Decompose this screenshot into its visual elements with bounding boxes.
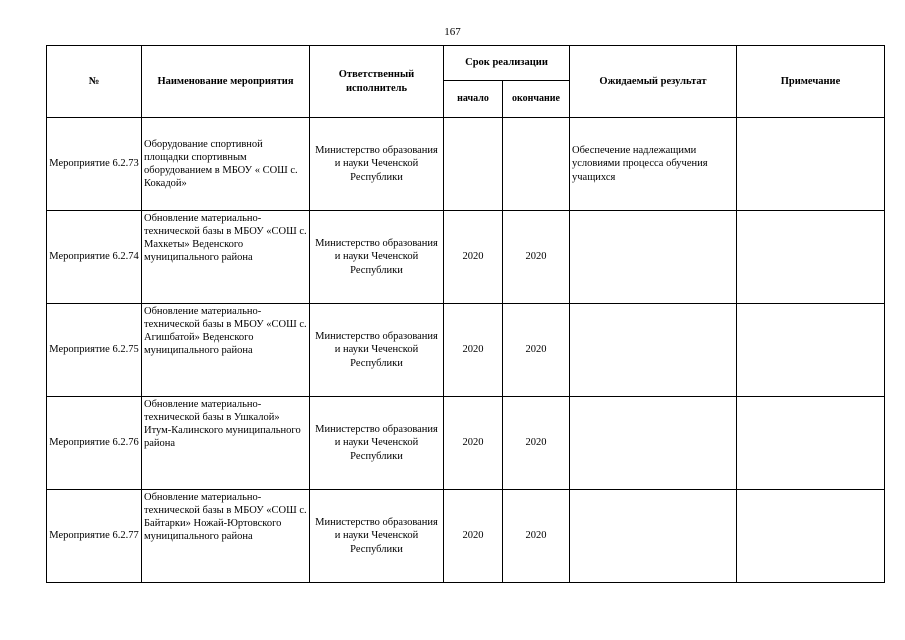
cell-executor: Министерство образования и науки Чеченской Республики bbox=[310, 118, 444, 211]
cell-name: Обновление материально-технической базы в МБОУ «СОШ с. Агишбатой» Веденского муниципального района bbox=[142, 304, 310, 397]
cell-note bbox=[737, 304, 885, 397]
cell-result bbox=[570, 397, 737, 490]
cell-start: 2020 bbox=[444, 397, 503, 490]
cell-start: 2020 bbox=[444, 490, 503, 583]
cell-end: 2020 bbox=[503, 490, 570, 583]
header-result: Ожидаемый результат bbox=[570, 46, 737, 118]
cell-num: Мероприятие 6.2.74 bbox=[47, 211, 142, 304]
cell-start: 2020 bbox=[444, 211, 503, 304]
table-row bbox=[47, 118, 885, 211]
cell-end: 2020 bbox=[503, 211, 570, 304]
header-end: окончание bbox=[503, 81, 570, 118]
cell-end: 2020 bbox=[503, 304, 570, 397]
cell-name: Оборудование спортивной площадки спортивным оборудованием в МБОУ « СОШ с. Кокадой» bbox=[142, 118, 310, 211]
table-body bbox=[47, 118, 885, 583]
cell-result bbox=[570, 490, 737, 583]
cell-note bbox=[737, 490, 885, 583]
header-period: Срок реализации bbox=[444, 46, 570, 81]
cell-executor: Министерство образования и науки Чеченской Республики bbox=[310, 304, 444, 397]
activities-table bbox=[46, 45, 885, 583]
header-num: № bbox=[47, 46, 142, 118]
cell-num: Мероприятие 6.2.77 bbox=[47, 490, 142, 583]
cell-num: Мероприятие 6.2.73 bbox=[47, 118, 142, 211]
cell-name: Обновление материально-технической базы в Ушкалой» Итум-Калинского муниципального района bbox=[142, 397, 310, 490]
cell-result bbox=[570, 304, 737, 397]
cell-num: Мероприятие 6.2.76 bbox=[47, 397, 142, 490]
cell-result bbox=[570, 211, 737, 304]
table-row bbox=[47, 397, 885, 490]
cell-executor: Министерство образования и науки Чеченской Республики bbox=[310, 211, 444, 304]
cell-start: 2020 bbox=[444, 304, 503, 397]
header-name: Наименование мероприятия bbox=[142, 46, 310, 118]
table-row bbox=[47, 211, 885, 304]
cell-result: Обеспечение надлежащими условиями процесса обучения учащихся bbox=[570, 118, 737, 211]
page-number: 167 bbox=[444, 26, 461, 38]
cell-num: Мероприятие 6.2.75 bbox=[47, 304, 142, 397]
cell-note bbox=[737, 211, 885, 304]
header-note: Примечание bbox=[737, 46, 885, 118]
table-row bbox=[47, 304, 885, 397]
header-start: начало bbox=[444, 81, 503, 118]
table-row bbox=[47, 490, 885, 583]
cell-end: 2020 bbox=[503, 397, 570, 490]
table-header bbox=[47, 46, 885, 118]
cell-start bbox=[444, 118, 503, 211]
header-executor: Ответственный исполнитель bbox=[310, 46, 444, 118]
cell-executor: Министерство образования и науки Чеченской Республики bbox=[310, 490, 444, 583]
cell-note bbox=[737, 397, 885, 490]
cell-executor: Министерство образования и науки Чеченской Республики bbox=[310, 397, 444, 490]
cell-end bbox=[503, 118, 570, 211]
cell-note bbox=[737, 118, 885, 211]
cell-name: Обновление материально-технической базы в МБОУ «СОШ с. Махкеты» Веденского муниципального района bbox=[142, 211, 310, 304]
cell-name: Обновление материально-технической базы в МБОУ «СОШ с. Байтарки» Ножай-Юртовского муниципального района bbox=[142, 490, 310, 583]
